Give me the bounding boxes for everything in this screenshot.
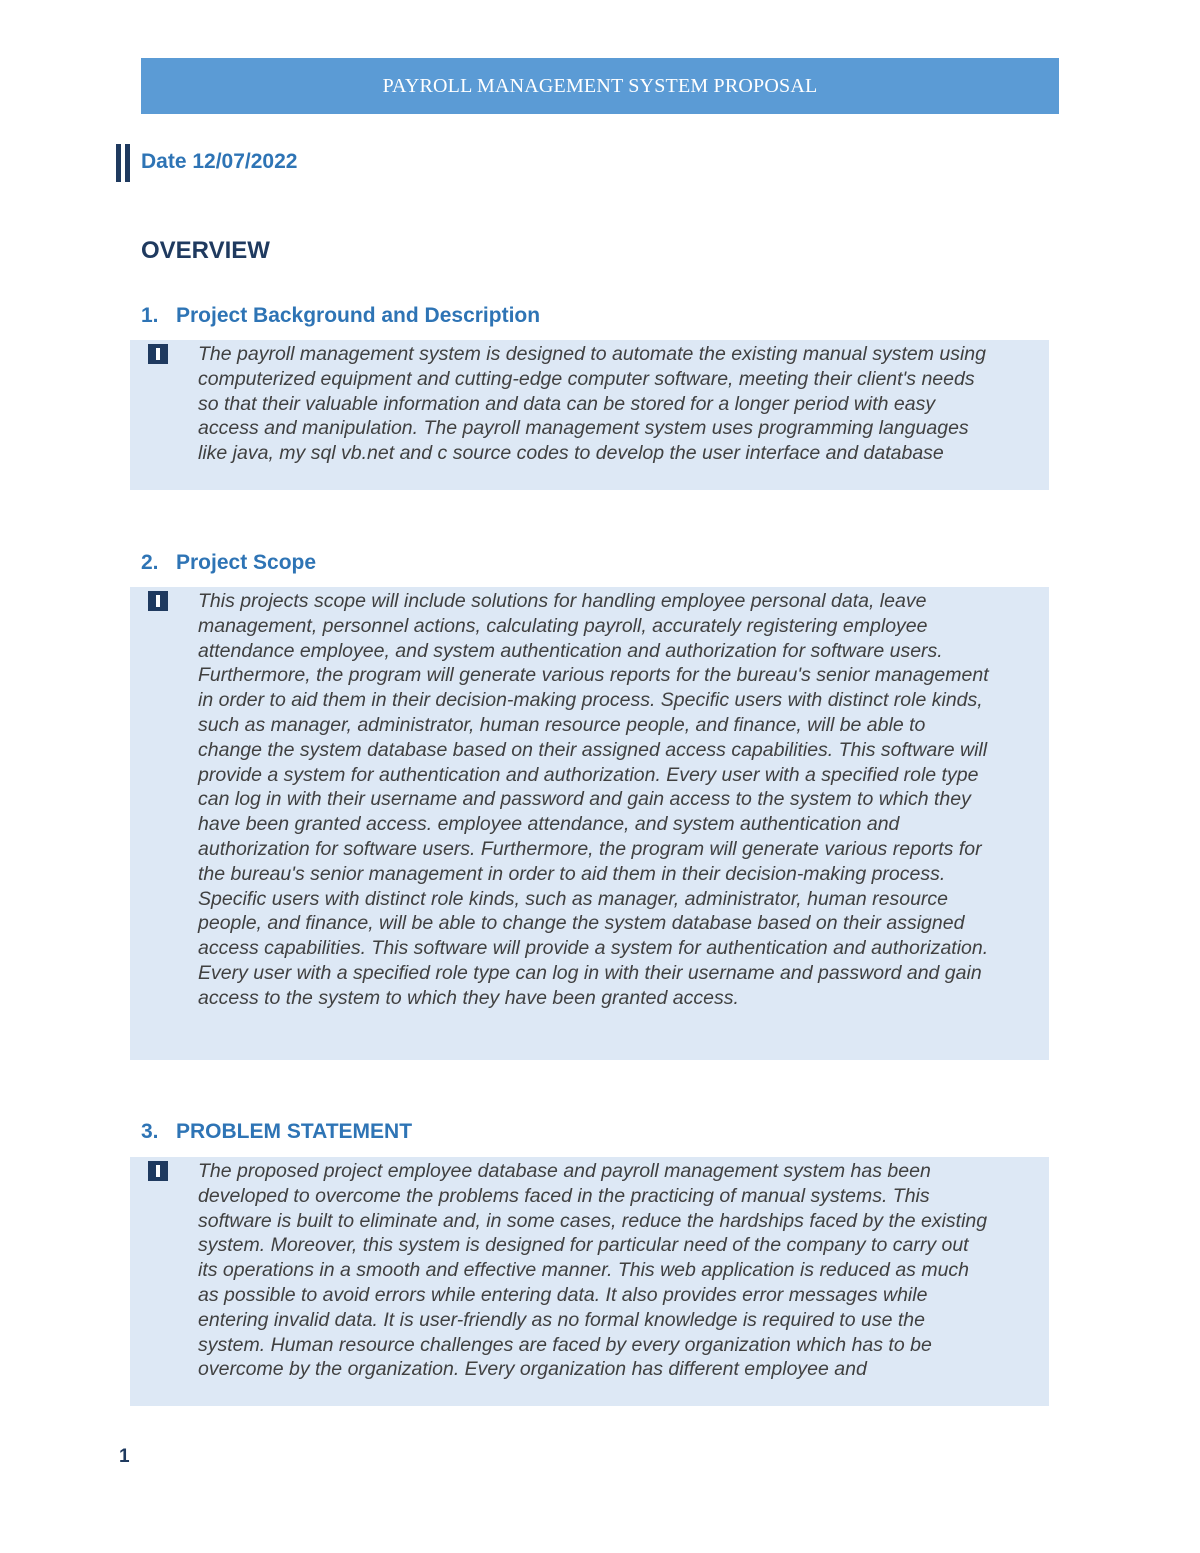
info-marker-icon bbox=[148, 591, 168, 611]
section-number: 1. bbox=[141, 304, 159, 327]
section-number: 3. bbox=[141, 1120, 159, 1143]
section-number: 2. bbox=[141, 551, 159, 574]
section-title: Project Scope bbox=[176, 551, 317, 574]
section-heading-scope bbox=[141, 551, 316, 575]
date-marker-bar bbox=[116, 144, 121, 182]
section-box-background bbox=[130, 340, 1049, 490]
section-body: The payroll management system is designed to automate the existing manual system using computerized equipment and cutting-edge computer software, meeting their client's needs so that their valuable information and data can be stored for a longer period with easy access and manipulation. The payroll management system uses programming languages like java, my sql vb.net and c source codes to develop the user interface and database bbox=[198, 343, 986, 465]
document-title: PAYROLL MANAGEMENT SYSTEM PROPOSAL bbox=[382, 74, 818, 97]
overview-heading: OVERVIEW bbox=[141, 237, 270, 264]
section-heading-background bbox=[141, 304, 540, 328]
page-number: 1 bbox=[119, 1446, 130, 1467]
date-line: Date 12/07/2022 bbox=[141, 150, 298, 173]
section-box-problem bbox=[130, 1157, 1049, 1406]
section-box-scope bbox=[130, 587, 1049, 1060]
info-marker-icon bbox=[148, 344, 168, 364]
header-banner bbox=[141, 58, 1059, 114]
section-title: PROBLEM STATEMENT bbox=[176, 1120, 413, 1143]
section-title: Project Background and Description bbox=[176, 304, 541, 327]
section-body: This projects scope will include solutions for handling employee personal data, leave management, personnel actions, calculating payroll, accurately registering employee attendance employee, and system authentication and authorization for software users. Furthermore, the program will generate various reports for the bureau's senior management in order to aid them in their decision-making process. Specific users with distinct role kinds, such as manager, administrator, human resource people, and finance, will be able to change the system database based on their assigned access capabilities. This software will provide a system for authentication and authorization. Every user with a specified role type can log in with their username and password and gain access to the system to which they have been granted access. employee attendance, and system authentication and authorization for software users. Furthermore, the program will generate various reports for the bureau's senior management in order to aid them in their decision-making process. Specific users with distinct role kinds, such as manager, administrator, human resource people, and finance, will be able to change the system database based on their assigned access capabilities. This software will provide a system for authentication and authorization. Every user with a specified role type can log in with their username and password and gain access to the system to which they have been granted access. bbox=[198, 590, 989, 1009]
date-marker-bar bbox=[125, 144, 130, 182]
info-marker-icon bbox=[148, 1161, 168, 1181]
section-body: The proposed project employee database and payroll management system has been developed to overcome the problems faced in the practicing of manual systems. This software is built to eliminate and, in some cases, reduce the hardships faced by the existing system. Moreover, this system is designed for particular need of the company to carry out its operations in a smooth and effective manner. This web application is reduced as much as possible to avoid errors while entering data. It also provides error messages while entering invalid data. It is user-friendly as no formal knowledge is required to use the system. Human resource challenges are faced by every organization which has to be overcome by the organization. Every organization has different employee and bbox=[198, 1160, 988, 1381]
section-heading-problem bbox=[141, 1120, 412, 1144]
